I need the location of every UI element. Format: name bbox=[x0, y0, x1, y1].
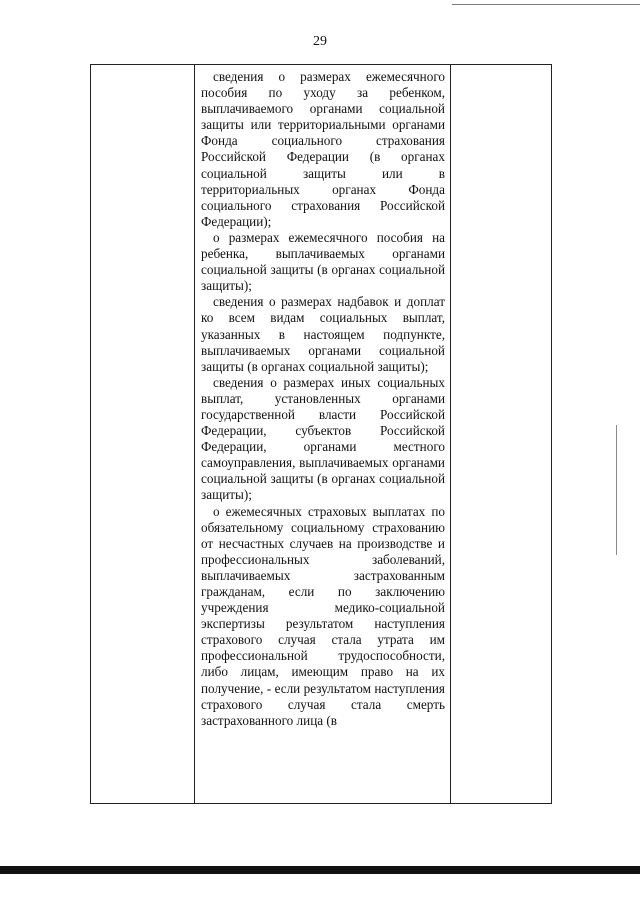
top-edge-rule bbox=[452, 4, 640, 5]
paragraph-child-allowance: о размерах ежемесячного пособия на ребенка, выплачиваемых органами социальной защиты (в органах социальной защиты); bbox=[201, 229, 445, 294]
paragraph-insurance-payments: о ежемесячных страховых выплатах по обязательному социальному страхованию от несчастных случаев на производстве и профессиональных заболеваний, выплачиваемых застрахованным гражданам, если по заключению учреждения медико-социальной экспертизы результатом наступления страхового случая стала утрата им профессиональной трудоспособности, либо лицам, имеющим право на их получение, - если результатом наступления страхового случая стала смерть застрахованного лица (в bbox=[201, 503, 445, 728]
table-cell-middle bbox=[195, 65, 451, 803]
table-cell-left bbox=[91, 65, 195, 803]
paragraph-supplements: сведения о размерах надбавок и доплат ко всем видам социальных выплат, указанных в настоящем подпункте, выплачиваемых органами социальной защиты (в органах социальной защиты); bbox=[201, 294, 445, 374]
scan-margin-mark bbox=[616, 425, 617, 555]
scan-bottom-edge bbox=[0, 866, 640, 874]
paragraph-childcare-allowance: сведения о размерах ежемесячного пособия по уходу за ребенком, выплачиваемого органами социальной защиты или территориальными органами Фонда социального страхования Российской Федерации (в органах социальной защиты или в территориальных органах Фонда социального страхования Российской Федерации); bbox=[201, 69, 445, 229]
paragraph-other-social-payments: сведения о размерах иных социальных выплат, установленных органами государственной власти Российской Федерации, субъектов Российской Федерации, органами местного самоуправления, выплачиваемых органами социальной защиты (в органах социальной защиты); bbox=[201, 374, 445, 503]
document-table bbox=[90, 64, 552, 804]
page-number: 29 bbox=[313, 34, 327, 49]
table-cell-right bbox=[451, 65, 551, 803]
